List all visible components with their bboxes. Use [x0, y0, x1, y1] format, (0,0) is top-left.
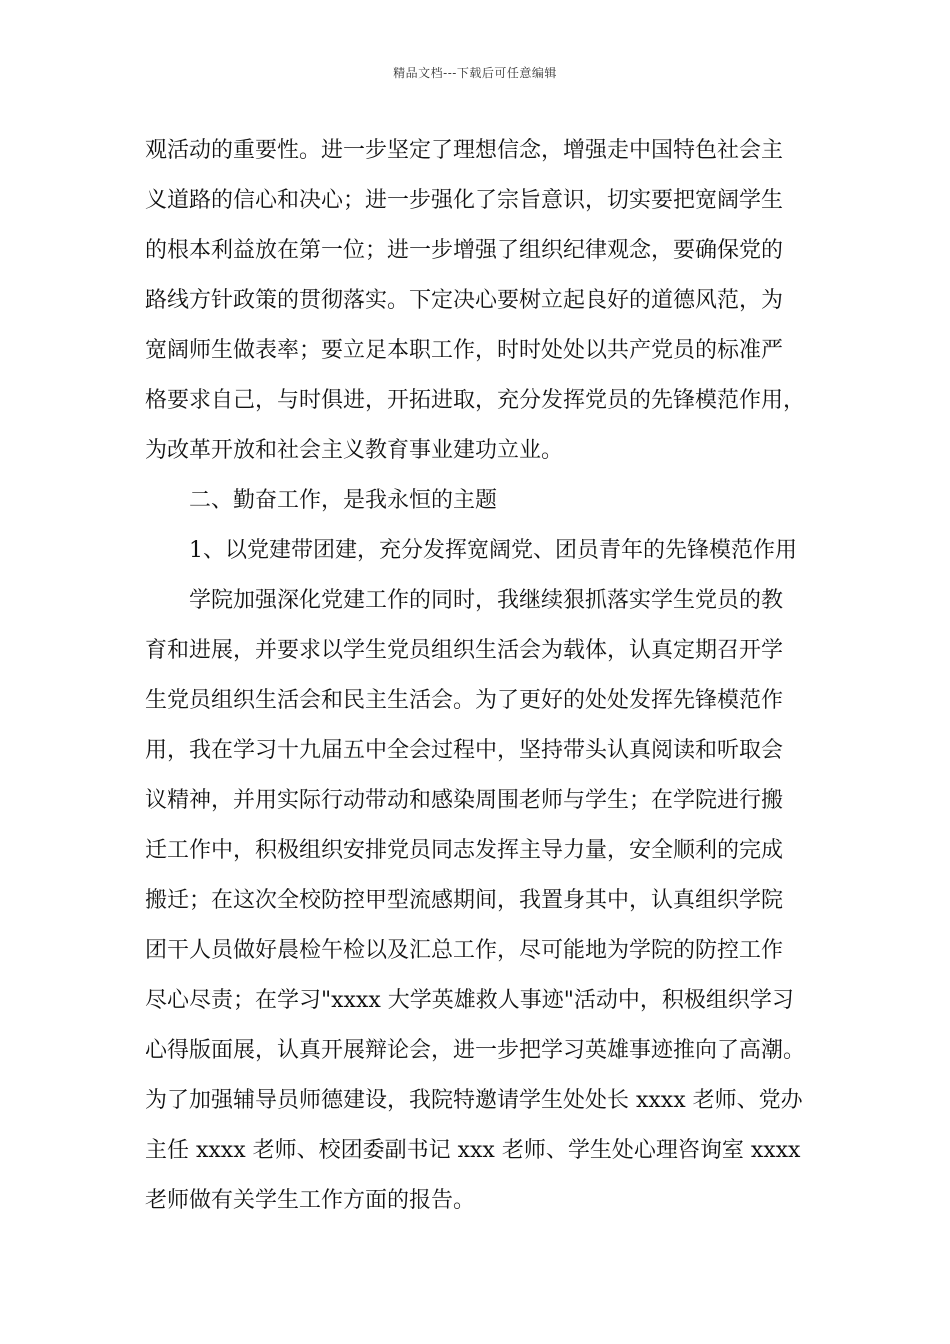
text-line: 的根本利益放在第一位；进一步增强了组织纪律观念，要确保党的 — [145, 238, 784, 263]
text-line: 格要求自己，与时俱进，开拓进取，充分发挥党员的先锋模范作用， — [145, 388, 806, 413]
text-line: 路线方针政策的贯彻落实。下定决心要树立起良好的道德风范，为 — [145, 288, 784, 313]
text-line: 主任 xxxx 老师、校团委副书记 xxx 老师、学生处心理咨询室 xxxx — [145, 1138, 801, 1163]
text-line: 二、勤奋工作，是我永恒的主题 — [189, 488, 498, 513]
text-line: 用，我在学习十九届五中全会过程中，坚持带头认真阅读和听取会 — [145, 738, 784, 763]
text-line: 迁工作中，积极组织安排党员同志发挥主导力量，安全顺利的完成 — [145, 838, 784, 863]
text-line: 搬迁；在这次全校防控甲型流感期间，我置身其中，认真组织学院 — [145, 888, 784, 913]
text-line: 团干人员做好晨检午检以及汇总工作，尽可能地为学院的防控工作 — [145, 938, 784, 963]
page-header: 精品文档---下载后可任意编辑 — [393, 66, 557, 80]
text-line: 生党员组织生活会和民主生活会。为了更好的处处发挥先锋模范作 — [145, 688, 784, 713]
text-line: 老师做有关学生工作方面的报告。 — [145, 1188, 476, 1213]
document-body — [145, 126, 810, 1226]
text-line: 议精神，并用实际行动带动和感染周围老师与学生；在学院进行搬 — [145, 788, 784, 813]
text-line: 学院加强深化党建工作的同时，我继续狠抓落实学生党员的教 — [189, 588, 784, 613]
text-line: 义道路的信心和决心；进一步强化了宗旨意识，切实要把宽阔学生 — [145, 188, 784, 213]
text-line: 1、以党建带团建，充分发挥宽阔党、团员青年的先锋模范作用 — [189, 538, 797, 563]
text-line: 为了加强辅导员师德建设，我院特邀请学生处处长 xxxx 老师、党办 — [145, 1088, 803, 1113]
text-line: 尽心尽责；在学习"xxxx 大学英雄救人事迹"活动中，积极组织学习 — [145, 988, 794, 1013]
text-line: 宽阔师生做表率；要立足本职工作，时时处处以共产党员的标准严 — [145, 338, 784, 363]
text-line: 心得版面展，认真开展辩论会，进一步把学习英雄事迹推向了高潮。 — [145, 1038, 806, 1063]
text-line: 观活动的重要性。进一步坚定了理想信念，增强走中国特色社会主 — [145, 138, 784, 163]
text-line: 育和进展，并要求以学生党员组织生活会为载体，认真定期召开学 — [145, 638, 784, 663]
text-line: 为改革开放和社会主义教育事业建功立业。 — [145, 438, 564, 463]
